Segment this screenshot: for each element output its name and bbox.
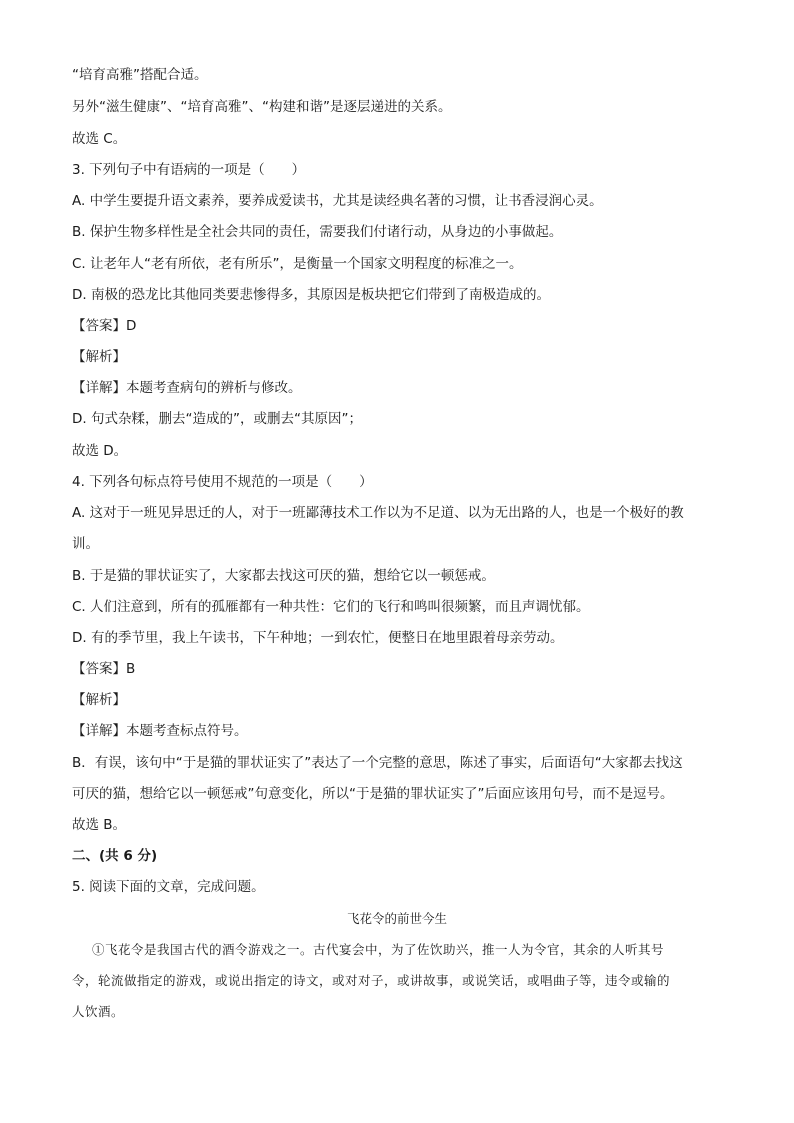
option-c: C. 让老年人“老有所依，老有所乐”，是衡量一个国家文明程度的标准之一。 (72, 256, 523, 272)
article-paragraph-continued: 令，轮流做指定的游戏，或说出指定的诗文，或对对子，或讲故事，或说笑话，或唱曲子等，违令或输的 (72, 973, 671, 988)
text-line: “培育高雅”搭配合适。 (72, 67, 208, 83)
article-title: 飞花令的前世今生 (346, 911, 447, 926)
answer-label: 【答案】B (72, 661, 136, 677)
article-paragraph-continued: 人饮酒。 (72, 1004, 125, 1019)
option-a-continued: 训。 (72, 536, 99, 552)
selection: 故选 B。 (72, 817, 127, 833)
option-b: B. 于是猫的罪状证实了，大家都去找这可厌的猫，想给它以一顿惩戒。 (72, 568, 495, 584)
explanation-continued: 可厌的猫，想给它以一顿惩戒”句意变化，所以“于是猫的罪状证实了”后面应该用句号，而不是逗号。 (72, 786, 674, 802)
option-a: A. 中学生要提升语文素养，要养成爱读书，尤其是读经典名著的习惯，让书香浸润心灵。 (72, 193, 603, 209)
analysis-label: 【解析】 (72, 692, 126, 708)
text-line: 另外“滋生健康”、“培育高雅”、“构建和谐”是逐层递进的关系。 (72, 99, 452, 115)
option-a: A. 这对于一班见异思迁的人，对于一班鄙薄技术工作以为不足道、以为无出路的人，也是一个极好的教 (72, 505, 684, 521)
question-5: 5. 阅读下面的文章，完成问题。 (72, 879, 265, 895)
option-b: B. 保护生物多样性是全社会共同的责任，需要我们付诸行动，从身边的小事做起。 (72, 224, 563, 240)
question-3: 3. 下列句子中有语病的一项是（ ） (72, 162, 306, 178)
detail-label: 【详解】本题考查标点符号。 (72, 723, 248, 739)
option-d: D. 南极的恐龙比其他同类要悲惨得多，其原因是板块把它们带到了南极造成的。 (72, 287, 550, 303)
explanation: B．有误，该句中“于是猫的罪状证实了”表达了一个完整的意思，陈述了事实，后面语句“大家都去找这 (72, 755, 683, 771)
section-heading: 二、(共 6 分) (72, 848, 158, 864)
question-4: 4. 下列各句标点符号使用不规范的一项是（ ） (72, 474, 373, 490)
explanation: D. 句式杂糅，删去“造成的”，或删去“其原因”； (72, 411, 362, 427)
text-line: 故选 C。 (72, 131, 127, 147)
option-c: C. 人们注意到，所有的孤雁都有一种共性：它们的飞行和鸣叫很频繁，而且声调忧郁。 (72, 599, 590, 615)
answer-label: 【答案】D (72, 318, 137, 334)
option-d: D. 有的季节里，我上午读书，下午种地；一到农忙，便整日在地里跟着母亲劳动。 (72, 630, 564, 646)
selection: 故选 D。 (72, 443, 128, 459)
analysis-label: 【解析】 (72, 349, 126, 365)
detail-label: 【详解】本题考查病句的辨析与修改。 (72, 380, 302, 396)
article-paragraph: ①飞花令是我国古代的酒令游戏之一。古代宴会中，为了佐饮助兴，推一人为令官，其余的人听其号 (92, 942, 665, 957)
